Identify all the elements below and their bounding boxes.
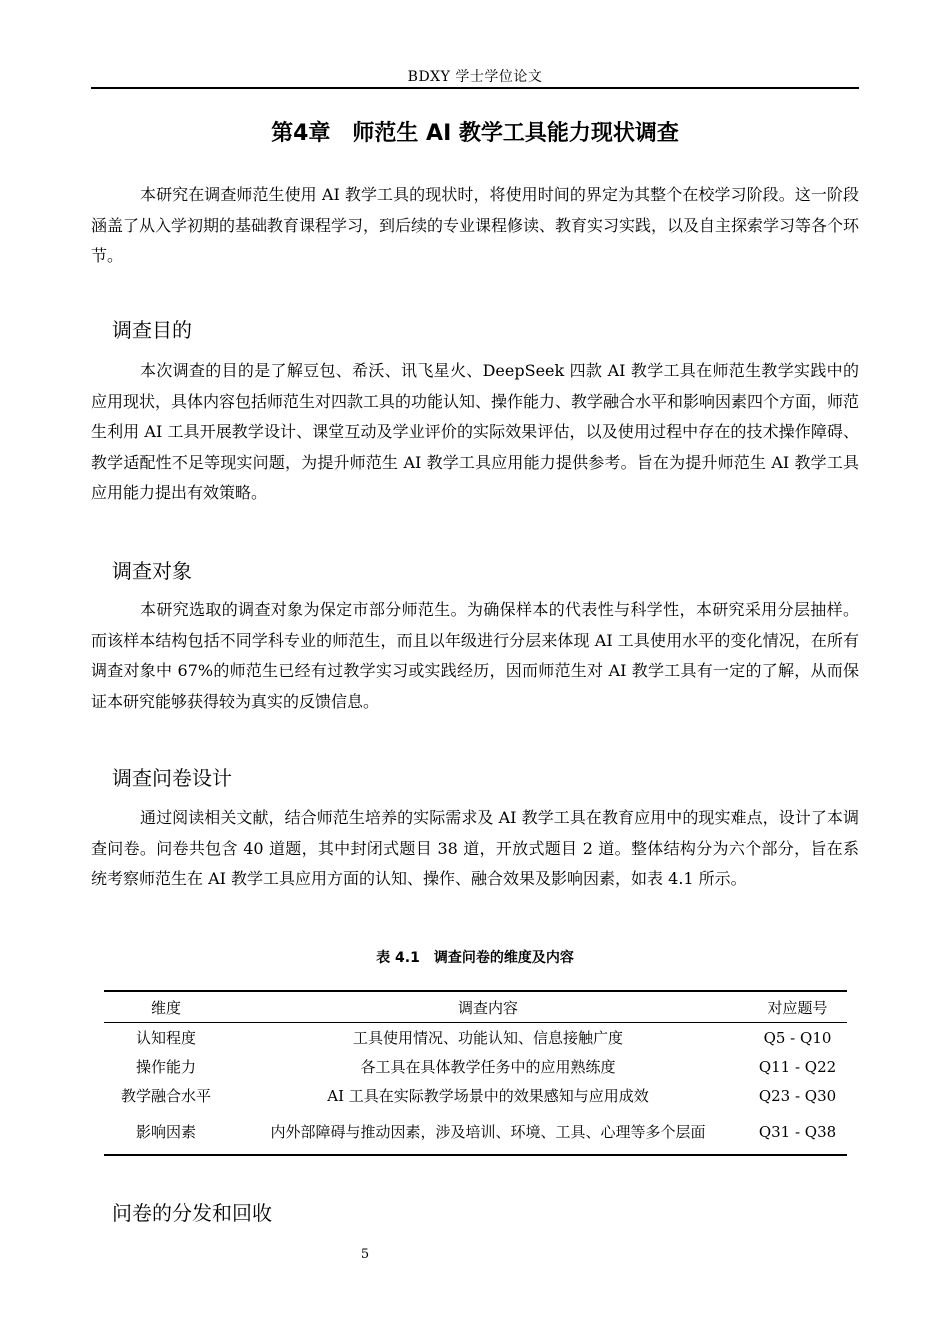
section-paragraph-design: 通过阅读相关文献，结合师范生培养的实际需求及 AI 教学工具在教育应用中的现实难点，设计了本调查问卷。问卷共包含 40 道题，其中封闭式题目 38 道，开放式题目 2 道。整体结构分为六个部分，旨在系统考察师范生在 AI 教学工具应用方面的认知、操作、融合效果及影响因素，如表 4.1 所示。 [91, 808, 859, 888]
section-heading-purpose: 调查目的 [112, 318, 192, 342]
table-cell: Q23 - Q30 [758, 1086, 837, 1105]
table-cell: 操作能力 [135, 1057, 196, 1076]
header-rule [91, 87, 859, 89]
table-cell: Q5 - Q10 [763, 1028, 832, 1047]
section-paragraph-subjects: 本研究选取的调查对象为保定市部分师范生。为确保样本的代表性与科学性，本研究采用分层抽样。而该样本结构包括不同学科专业的师范生，而且以年级进行分层来体现 AI 工具使用水平的变化情况，在所有调查对象中 67%的师范生已经有过教学实习或实践经历，因而师范生对 AI 教学工具有一定的了解，从而保证本研究能够获得较为真实的反馈信息。 [91, 600, 859, 711]
intro-paragraph: 本研究在调查师范生使用 AI 教学工具的现状时，将使用时间的界定为其整个在校学习阶段。这一阶段涵盖了从入学初期的基础教育课程学习，到后续的专业课程修读、教育实习实践，以及自主探索学习等各个环节。 [91, 185, 860, 265]
section-paragraph-purpose: 本次调查的目的是了解豆包、希沃、讯飞星火、DeepSeek 四款 AI 教学工具在师范生教学实践中的应用现状，具体内容包括师范生对四款工具的功能认知、操作能力、教学融合水平和影响因素四个方面，师范生利用 AI 工具开展教学设计、课堂互动及学业评价的实际效果评估，以及使用过程中存在的技术操作障碍、教学适配性不足等现实问题，为提升师范生 AI 教学工具应用能力提供参考。旨在为提升师范生 AI 教学工具应用能力提出有效策略。 [91, 361, 860, 502]
table-header-cell: 对应题号 [748, 991, 847, 1023]
page-number: 5 [360, 1247, 370, 1262]
dimension-table [104, 990, 847, 1156]
table-header-cell: 调查内容 [228, 991, 748, 1023]
table-row [104, 1081, 847, 1110]
table-cell: AI 工具在实际教学场景中的效果感知与应用成效 [327, 1086, 649, 1105]
table-caption: 表 4.1 调查问卷的维度及内容 [376, 950, 574, 966]
table-cell: 认知程度 [135, 1028, 196, 1047]
table-cell: Q11 - Q22 [758, 1057, 837, 1076]
chapter-title: 第4章 师范生 AI 教学工具能力现状调查 [271, 121, 679, 146]
table-header-cell: 维度 [104, 991, 228, 1023]
table-cell: 影响因素 [104, 1110, 228, 1155]
section-heading-distribution: 问卷的分发和回收 [112, 1201, 272, 1225]
table-cell: 各工具在具体教学任务中的应用熟练度 [360, 1057, 616, 1076]
section-heading-subjects: 调查对象 [112, 559, 192, 583]
table-row [104, 1110, 847, 1155]
table-cell: 教学融合水平 [120, 1086, 211, 1105]
table-cell: 内外部障碍与推动因素，涉及培训、环境、工具、心理等多个层面 [228, 1110, 748, 1155]
section-heading-design: 调查问卷设计 [112, 766, 232, 790]
table-header-row [104, 991, 847, 1023]
table-cell: 工具使用情况、功能认知、信息接触广度 [352, 1028, 623, 1047]
table-row [104, 1052, 847, 1081]
table-row [104, 1023, 847, 1053]
table-cell: Q31 - Q38 [748, 1110, 847, 1155]
running-header: BDXY 学士学位论文 [407, 69, 543, 85]
